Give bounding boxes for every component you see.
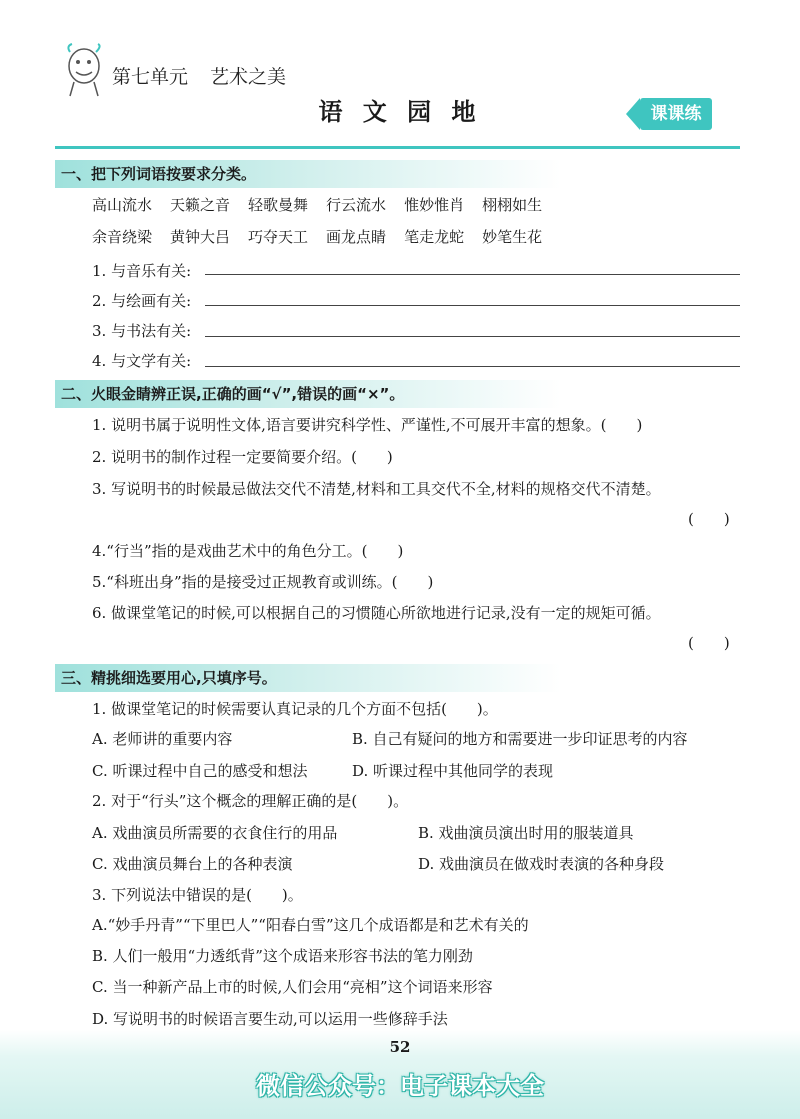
option-3a[interactable]: A.“妙手丹青”“下里巴人”“阳春白雪”这几个成语都是和艺术有关的 (92, 916, 529, 934)
section1-title: 一、把下列词语按要求分类。 (55, 160, 561, 188)
wechat-watermark: 微信公众号：电子课本大全 (256, 1072, 544, 1100)
word: 笔走龙蛇 (404, 228, 465, 246)
section2-title: 二、火眼金睛辨正误,正确的画“√”,错误的画“×”。 (55, 380, 561, 408)
classify-label-calligraphy: 3. 与书法有关: (92, 322, 192, 340)
word: 惟妙惟肖 (404, 196, 465, 214)
classify-label-music: 1. 与音乐有关: (92, 262, 192, 280)
option-3b[interactable]: B. 人们一般用“力透纸背”这个成语来形容书法的笔力刚劲 (92, 947, 473, 965)
classify-label-literature: 4. 与文学有关: (92, 352, 192, 370)
option-3c[interactable]: C. 当一种新产品上市的时候,人们会用“亮相”这个词语来形容 (92, 978, 493, 996)
truefalse-item-5: 5.“科班出身”指的是接受过正规教育或训练。( ) (92, 573, 434, 591)
word: 栩栩如生 (482, 196, 543, 214)
answer-paren[interactable]: ( ) (688, 634, 730, 652)
option-3d[interactable]: D. 写说明书的时候语言要生动,可以运用一些修辞手法 (92, 1010, 448, 1028)
option-1b[interactable]: B. 自己有疑问的地方和需要进一步印证思考的内容 (352, 730, 688, 748)
question-2: 2. 对于“行头”这个概念的理解正确的是( )。 (92, 792, 409, 810)
answer-line-music[interactable] (205, 274, 740, 275)
lesson-tag: 课课练 (640, 98, 712, 130)
section3-title: 三、精挑细选要用心,只填序号。 (55, 664, 561, 692)
word: 高山流水 (92, 196, 153, 214)
page-title: 语 文 园 地 (318, 97, 482, 126)
unit-title: 艺术之美 (210, 66, 287, 88)
word: 妙笔生花 (482, 228, 543, 246)
mascot-icon (58, 42, 108, 98)
word-row-2 (92, 226, 560, 247)
word: 轻歌曼舞 (248, 196, 309, 214)
word: 黄钟大吕 (170, 228, 231, 246)
option-2c[interactable]: C. 戏曲演员舞台上的各种表演 (92, 855, 293, 873)
option-2b[interactable]: B. 戏曲演员演出时用的服装道具 (418, 824, 634, 842)
truefalse-item-3: 3. 写说明书的时候最忌做法交代不清楚,材料和工具交代不全,材料的规格交代不清楚。 (92, 480, 661, 498)
option-2a[interactable]: A. 戏曲演员所需要的衣食住行的用品 (92, 824, 338, 842)
truefalse-item-6: 6. 做课堂笔记的时候,可以根据自己的习惯随心所欲地进行记录,没有一定的规矩可循。 (92, 604, 661, 622)
unit-number: 第七单元 (112, 66, 189, 88)
word: 画龙点睛 (326, 228, 387, 246)
answer-paren[interactable]: ( ) (688, 510, 730, 528)
word: 行云流水 (326, 196, 387, 214)
answer-line-painting[interactable] (205, 305, 740, 306)
question-3: 3. 下列说法中错误的是( )。 (92, 886, 303, 904)
word: 天籁之音 (170, 196, 231, 214)
word: 余音绕梁 (92, 228, 153, 246)
option-1a[interactable]: A. 老师讲的重要内容 (92, 730, 233, 748)
word-row-1 (92, 194, 560, 215)
unit-heading (112, 62, 286, 89)
header-divider (55, 146, 740, 149)
question-1: 1. 做课堂笔记的时候需要认真记录的几个方面不包括( )。 (92, 700, 498, 718)
option-1c[interactable]: C. 听课过程中自己的感受和想法 (92, 762, 308, 780)
truefalse-item-1: 1. 说明书属于说明性文体,语言要讲究科学性、严谨性,不可展开丰富的想象。( ) (92, 416, 643, 434)
answer-line-calligraphy[interactable] (205, 336, 740, 337)
page-number: 52 (389, 1038, 411, 1056)
truefalse-item-2: 2. 说明书的制作过程一定要简要介绍。( ) (92, 448, 393, 466)
option-1d[interactable]: D. 听课过程中其他同学的表现 (352, 762, 554, 780)
word: 巧夺天工 (248, 228, 309, 246)
answer-line-literature[interactable] (205, 366, 740, 367)
option-2d[interactable]: D. 戏曲演员在做戏时表演的各种身段 (418, 855, 665, 873)
classify-label-painting: 2. 与绘画有关: (92, 292, 192, 310)
truefalse-item-4: 4.“行当”指的是戏曲艺术中的角色分工。( ) (92, 542, 404, 560)
